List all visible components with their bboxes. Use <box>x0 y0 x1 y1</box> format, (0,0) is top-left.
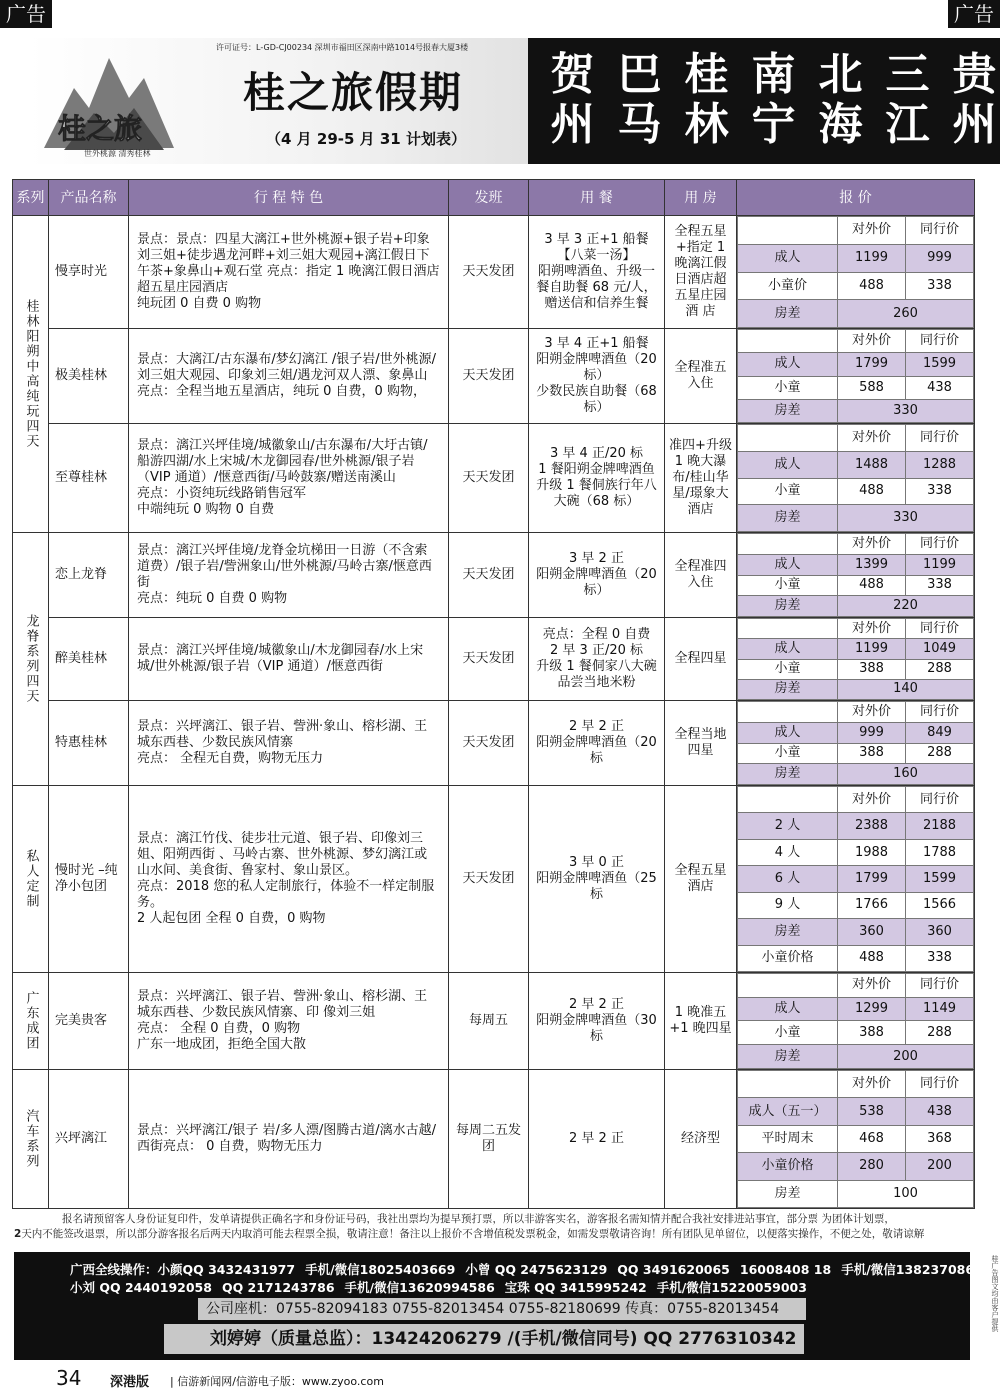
price-header-blank <box>738 330 838 353</box>
trade-price-header: 同行价 <box>906 1070 974 1097</box>
price-header-blank <box>738 1070 838 1097</box>
city-2 <box>676 50 737 150</box>
col-itinerary: 行 程 特 色 <box>129 180 449 216</box>
trade-price-header: 同行价 <box>906 973 974 997</box>
table-row <box>13 533 975 618</box>
price-label: 6 人 <box>738 866 838 892</box>
public-price: 1399 <box>838 554 906 575</box>
city-char-bottom: 州 <box>550 99 595 150</box>
public-price: 488 <box>838 272 906 300</box>
product-name: 恋上龙脊 <box>49 533 129 618</box>
public-price: 388 <box>838 743 906 764</box>
contact-entry: 手机/微信15220059003 <box>656 1280 807 1295</box>
meal-plan: 3 早 2 正 阳朔金牌啤酒鱼（20 标） <box>529 533 665 618</box>
room-diff-label: 房差 <box>738 764 838 785</box>
city-char-top: 贵 <box>952 49 997 100</box>
public-price-header: 对外价 <box>838 1070 906 1097</box>
price-table <box>737 701 974 785</box>
price-label: 小童价格 <box>738 1153 838 1180</box>
meal-plan: 亮点：全程 0 自费 2 早 3 正/20 标 升级 1 餐侗家八大碗 品尝当地米粉 <box>529 618 665 701</box>
product-name: 完美贵客 <box>49 972 129 1069</box>
price-label: 成人 <box>738 722 838 743</box>
price-label: 平时周末 <box>738 1125 838 1152</box>
price-label: 成人 <box>738 997 838 1021</box>
public-price: 388 <box>838 659 906 679</box>
trade-price-header: 同行价 <box>906 425 974 452</box>
city-4 <box>810 50 871 150</box>
trade-price: 338 <box>906 945 974 971</box>
room-type: 全程五星+指定 1 晚漓江假日酒店超五星庄园酒 店 <box>665 216 737 329</box>
trade-price: 438 <box>906 376 974 399</box>
room-type: 全程五星酒店 <box>665 786 737 973</box>
room-diff-label: 房差 <box>738 596 838 617</box>
price-label: 成人 <box>738 353 838 376</box>
col-rooms: 用 房 <box>665 180 737 216</box>
table-row <box>13 329 975 424</box>
page-number: 34 <box>56 1366 82 1388</box>
product-name: 极美桂林 <box>49 329 129 424</box>
public-price-header: 对外价 <box>838 619 906 639</box>
contact-entry: QQ 3491620065 <box>617 1262 730 1277</box>
public-price: 2388 <box>838 813 906 839</box>
brand-title: 桂之旅假期 <box>243 68 464 117</box>
city-char-bottom: 林 <box>684 99 729 150</box>
table-row <box>13 618 975 701</box>
public-price: 1799 <box>838 353 906 376</box>
public-price: 1988 <box>838 839 906 865</box>
brand-header <box>28 38 528 164</box>
office-phone: 公司座机：0755-82094183 0755-82013454 0755-82180699 传真：0755-82013454 <box>198 1298 806 1320</box>
itinerary-text: 景点：漓江兴坪佳境/城徽象山/古东瀑布/大圩古镇/船游四湖/水上宋城/木龙御园春/世外桃源/银子岩（VIP 通道）/惬意西街/马岭鼓寨/赠送南溪山 亮点：小资纯玩线路销售冠军 中端纯玩 0 购物 0 自费 <box>129 424 449 533</box>
price-table <box>737 533 974 617</box>
price-cell <box>737 972 975 1069</box>
price-header-blank <box>738 973 838 997</box>
price-label: 小童价格 <box>738 945 838 971</box>
public-price: 280 <box>838 1153 906 1180</box>
trade-price: 1049 <box>906 639 974 659</box>
departure-schedule: 天天发团 <box>449 701 529 786</box>
meal-plan: 2 早 2 正 阳朔金牌啤酒鱼（20 标 <box>529 701 665 786</box>
trade-price-header: 同行价 <box>906 702 974 723</box>
public-price: 999 <box>838 722 906 743</box>
city-char-bottom: 江 <box>885 99 930 150</box>
price-cell <box>737 618 975 701</box>
public-price: 388 <box>838 1021 906 1045</box>
itinerary-text: 景点：漓江竹伐、徒步壮元道、银子岩、印像刘三姐、阳朔西街 、马岭古寨、世外桃源、梦幻漓江或山水间、美食街、鲁家村、象山景区。 亮点：2018 您的私人定制旅行，体验不一样定制服务。 2 人起包团 全程 0 自费，0 购物 <box>129 786 449 973</box>
meal-plan: 3 早 4 正/20 标 1 餐阳朔金牌啤酒鱼 升级 1 餐侗族行年八大碗（68 标） <box>529 424 665 533</box>
city-char-bottom: 州 <box>952 99 997 150</box>
trade-price: 1288 <box>906 451 974 478</box>
public-price: 468 <box>838 1125 906 1152</box>
room-diff-label: 房差 <box>738 399 838 422</box>
price-cell <box>737 329 975 424</box>
room-diff-value: 100 <box>838 1180 974 1207</box>
city-char-bottom: 宁 <box>751 99 796 150</box>
contact-entry: 手机/微信13823708645 <box>841 1262 992 1277</box>
public-price-header: 对外价 <box>838 425 906 452</box>
contact-entry: 16008408 18 <box>739 1262 832 1277</box>
room-diff-label: 房差 <box>738 300 838 328</box>
departure-schedule: 每周二五发团 <box>449 1069 529 1208</box>
col-departure: 发班 <box>449 180 529 216</box>
price-cell <box>737 424 975 533</box>
price-cell <box>737 1069 975 1208</box>
series-cell: 汽车系列 <box>13 1069 49 1208</box>
table-row <box>13 216 975 329</box>
price-label: 小童 <box>738 1021 838 1045</box>
public-price: 360 <box>838 919 906 945</box>
price-header-blank <box>738 787 838 813</box>
trade-price: 338 <box>906 478 974 505</box>
trade-price: 999 <box>906 244 974 272</box>
series-cell: 龙脊系列四天 <box>13 533 49 786</box>
table-row <box>13 786 975 973</box>
room-diff-value: 160 <box>838 764 974 785</box>
trade-price-header: 同行价 <box>906 217 974 245</box>
table-row <box>13 424 975 533</box>
public-price: 488 <box>838 478 906 505</box>
itinerary-text: 景点：景点：四星大漓江+世外桃源+银子岩+印象刘三姐+徒步遇龙河畔+刘三姐大观园+漓江假日下午茶+象鼻山+观石堂 亮点：指定 1 晚漓江假日酒店超五星庄园酒店 纯玩团 0 自费 0 购物 <box>129 216 449 329</box>
table-row <box>13 1069 975 1208</box>
room-diff-value: 220 <box>838 596 974 617</box>
series-cell: 私人定制 <box>13 786 49 973</box>
room-type: 准四+升级 1 晚大瀑布/桂山华星/璟象大酒店 <box>665 424 737 533</box>
city-3 <box>743 50 804 150</box>
contact-entry: QQ 2171243786 <box>221 1280 335 1295</box>
contact-entry: 宝珠 QQ 3415995242 <box>504 1280 647 1295</box>
room-diff-value: 330 <box>838 399 974 422</box>
price-label: 成人 <box>738 244 838 272</box>
public-price: 1299 <box>838 997 906 1021</box>
itinerary-text: 景点：兴坪漓江、银子岩、訾洲·象山、榕杉湖、王城东西巷、少数民族风情寨、印 像刘三姐 亮点： 全程 0 自费，0 购物 广东一地成团，拒绝全国大散 <box>129 972 449 1069</box>
trade-price: 1566 <box>906 892 974 918</box>
price-label: 小童 <box>738 376 838 399</box>
trade-price: 2188 <box>906 813 974 839</box>
price-header-blank <box>738 702 838 723</box>
room-diff-value: 330 <box>838 505 974 532</box>
schedule-subtitle: （4 月 29-5 月 31 计划表） <box>266 130 466 148</box>
departure-schedule: 天天发团 <box>449 424 529 533</box>
city-char-top: 北 <box>818 49 863 100</box>
room-diff-value: 200 <box>838 1045 974 1069</box>
price-label: 小童 <box>738 575 838 596</box>
room-type: 全程准四入住 <box>665 533 737 618</box>
trade-price: 1199 <box>906 554 974 575</box>
public-price: 488 <box>838 945 906 971</box>
trade-price-header: 同行价 <box>906 619 974 639</box>
product-name: 兴坪漓江 <box>49 1069 129 1208</box>
contact-entry: 小刘 QQ 2440192058 <box>70 1280 212 1295</box>
contact-entry: 手机/微信13620994586 <box>344 1280 495 1295</box>
price-cell <box>737 216 975 329</box>
room-diff-label: 房差 <box>738 679 838 699</box>
city-6 <box>944 50 1000 150</box>
table-row <box>13 972 975 1069</box>
trade-price: 200 <box>906 1153 974 1180</box>
price-table <box>737 329 974 423</box>
price-cell <box>737 533 975 618</box>
meal-plan: 2 早 2 正 <box>529 1069 665 1208</box>
trade-price: 1149 <box>906 997 974 1021</box>
trade-price: 338 <box>906 272 974 300</box>
price-label: 小童 <box>738 659 838 679</box>
price-table <box>737 1070 974 1208</box>
public-price-header: 对外价 <box>838 534 906 555</box>
trade-price-header: 同行价 <box>906 330 974 353</box>
public-price-header: 对外价 <box>838 973 906 997</box>
product-name: 至尊桂林 <box>49 424 129 533</box>
public-price: 1799 <box>838 866 906 892</box>
city-char-top: 桂 <box>684 49 729 100</box>
price-label: 小童价 <box>738 272 838 300</box>
public-price: 1766 <box>838 892 906 918</box>
room-type: 全程准五入住 <box>665 329 737 424</box>
public-price: 1488 <box>838 451 906 478</box>
itinerary-text: 景点：大漓江/古东瀑布/梦幻漓江 /银子岩/世外桃源/刘三姐大观园、印象刘三姐/遇龙河双人漂、象鼻山 亮点：全程当地五星酒店，纯玩 0 自费，0 购物， <box>129 329 449 424</box>
table-row <box>13 701 975 786</box>
trade-price-header: 同行价 <box>906 534 974 555</box>
booking-notes <box>14 1212 984 1242</box>
city-char-top: 巴 <box>617 49 662 100</box>
price-label: 房差 <box>738 919 838 945</box>
departure-schedule: 天天发团 <box>449 786 529 973</box>
product-name: 慢时光 –纯净小包团 <box>49 786 129 973</box>
trade-price: 1599 <box>906 353 974 376</box>
public-price: 538 <box>838 1098 906 1125</box>
product-name: 特惠桂林 <box>49 701 129 786</box>
price-label: 小童 <box>738 478 838 505</box>
price-table <box>737 786 974 972</box>
price-label: 成人（五一） <box>738 1098 838 1125</box>
price-table <box>737 973 974 1069</box>
departure-schedule: 天天发团 <box>449 329 529 424</box>
ad-label-left: 广告 <box>0 0 52 28</box>
edition-label: 深港版 <box>110 1375 150 1388</box>
public-price-header: 对外价 <box>838 217 906 245</box>
room-type: 经济型 <box>665 1069 737 1208</box>
quality-supervisor: 刘婷婷（质量总监）：13424206279 /(手机/微信同号) QQ 2776310342 <box>164 1324 804 1354</box>
public-price: 1199 <box>838 244 906 272</box>
notes-line-2: 天内不能签改退票，所以部分游客报名后两天内取消可能去程票全损，敬请注意！备注以上报价不含增值税发票税金，如需发票敬请咨询！所有团队见单留位，以便落实操作，不便之处，敬请谅解 <box>21 1228 925 1240</box>
ad-label-right: 广告 <box>948 0 1000 28</box>
room-type: 全程当地四星 <box>665 701 737 786</box>
price-label: 成人 <box>738 554 838 575</box>
contact-entry: 小曾 QQ 2475623129 <box>465 1262 608 1277</box>
departure-schedule: 天天发团 <box>449 216 529 329</box>
public-price-header: 对外价 <box>838 787 906 813</box>
trade-price: 368 <box>906 1125 974 1152</box>
price-cell <box>737 786 975 973</box>
product-name: 慢享时光 <box>49 216 129 329</box>
price-label: 小童 <box>738 743 838 764</box>
departure-schedule: 天天发团 <box>449 618 529 701</box>
trade-price: 1599 <box>906 866 974 892</box>
itinerary-text: 景点：兴坪漓江/银子 岩/多人漂/图腾古道/漓水古越/西街亮点： 0 自费，购物无压力 <box>129 1069 449 1208</box>
trade-price: 338 <box>906 575 974 596</box>
meal-plan: 3 早 4 正+1 船餐 阳朔金牌啤酒鱼（20 标） 少数民族自助餐（68 标） <box>529 329 665 424</box>
price-header-blank <box>738 217 838 245</box>
city-char-top: 三 <box>885 49 930 100</box>
trade-price: 288 <box>906 1021 974 1045</box>
notes-bold-digit: 2 <box>14 1228 22 1240</box>
room-type: 全程四星 <box>665 618 737 701</box>
contact-panel <box>14 1252 992 1360</box>
public-price: 488 <box>838 575 906 596</box>
room-type: 1 晚准五+1 晚四星 <box>665 972 737 1069</box>
public-price-header: 对外价 <box>838 330 906 353</box>
price-label: 成人 <box>738 451 838 478</box>
table-header-row <box>13 180 975 216</box>
price-cell <box>737 701 975 786</box>
price-label: 4 人 <box>738 839 838 865</box>
license-info: 许可证号：L-GD-CJ00234 深圳市福田区深南中路1014号报春大厦3楼 <box>216 43 469 52</box>
trade-price: 1788 <box>906 839 974 865</box>
notes-line-1: 报名请预留客人身份证复印件，发单请提供正确名字和身份证号码，我社出票均为提早预打票，所以非游客实名，游客报名需知情并配合我社安排进站事宜，部分票 为团体计划票， <box>62 1213 895 1225</box>
col-product: 产品名称 <box>49 180 129 216</box>
city-char-top: 南 <box>751 49 796 100</box>
room-diff-value: 140 <box>838 679 974 699</box>
city-char-bottom: 马 <box>617 99 662 150</box>
price-table <box>737 216 974 328</box>
logo-slogan: 世外桃源 清秀桂林 <box>84 149 151 158</box>
price-table <box>737 424 974 532</box>
cities-banner <box>528 38 1000 164</box>
room-diff-label: 房差 <box>738 1045 838 1069</box>
price-header-blank <box>738 619 838 639</box>
room-diff-label: 房差 <box>738 505 838 532</box>
itinerary-text: 景点：兴坪漓江、银子岩、訾洲·象山、榕杉湖、王城东西巷、少数民族风情寨 亮点： 全程无自费，购物无压力 <box>129 701 449 786</box>
col-price: 报 价 <box>737 180 975 216</box>
city-1 <box>609 50 670 150</box>
price-header-blank <box>738 534 838 555</box>
price-label: 2 人 <box>738 813 838 839</box>
city-char-top: 贺 <box>550 49 595 100</box>
trade-price: 288 <box>906 743 974 764</box>
price-label: 9 人 <box>738 892 838 918</box>
city-5 <box>877 50 938 150</box>
trade-price: 849 <box>906 722 974 743</box>
series-cell: 桂林阳朔中高纯玩四天 <box>13 216 49 533</box>
public-price: 588 <box>838 376 906 399</box>
public-price: 1199 <box>838 639 906 659</box>
series-cell: 广东成团 <box>13 972 49 1069</box>
trade-price: 288 <box>906 659 974 679</box>
trade-price-header: 同行价 <box>906 787 974 813</box>
price-header-blank <box>738 425 838 452</box>
col-meals: 用 餐 <box>529 180 665 216</box>
col-series: 系列 <box>13 180 49 216</box>
room-diff-value: 260 <box>838 300 974 328</box>
contact-entry: 手机/微信18025403669 <box>305 1262 456 1277</box>
city-char-bottom: 海 <box>818 99 863 150</box>
city-0 <box>542 50 603 150</box>
price-label: 成人 <box>738 639 838 659</box>
itinerary-text: 景点：漓江兴坪佳境/城徽象山/木龙御园春/水上宋城/世外桃源/银子岩（VIP 通道）/惬意西街 <box>129 618 449 701</box>
product-name: 醉美桂林 <box>49 618 129 701</box>
page-footer <box>14 1364 984 1388</box>
tour-schedule-table <box>12 179 975 1209</box>
public-price-header: 对外价 <box>838 702 906 723</box>
meal-plan: 3 早 3 正+1 船餐【八菜一汤】 阳朔啤酒鱼、升级一餐自助餐 68 元/人，赠送信和信养生餐 <box>529 216 665 329</box>
departure-schedule: 每周五 <box>449 972 529 1069</box>
room-diff-label: 房差 <box>738 1180 838 1207</box>
trade-price: 438 <box>906 1098 974 1125</box>
logo-text: 桂之旅 <box>58 112 143 145</box>
mountain-logo-icon <box>34 38 204 164</box>
side-disclaimer: 桂广告图文均由客户提供 <box>991 1255 999 1332</box>
departure-schedule: 天天发团 <box>449 533 529 618</box>
contact-entry: 广西全线操作：小颜QQ 3432431977 <box>70 1262 296 1277</box>
meal-plan: 2 早 2 正 阳朔金牌啤酒鱼（30 标 <box>529 972 665 1069</box>
website-info: | 信游新闻网/信游电子版：www.zyoo.com <box>170 1375 384 1388</box>
meal-plan: 3 早 0 正 阳朔金牌啤酒鱼（25 标 <box>529 786 665 973</box>
itinerary-text: 景点：漓江兴坪佳境/龙脊金坑梯田一日游（不含索道费）/银子岩/訾洲象山/世外桃源/马岭古寨/惬意西街 亮点：纯玩 0 自费 0 购物 <box>129 533 449 618</box>
price-table <box>737 618 974 700</box>
trade-price: 360 <box>906 919 974 945</box>
